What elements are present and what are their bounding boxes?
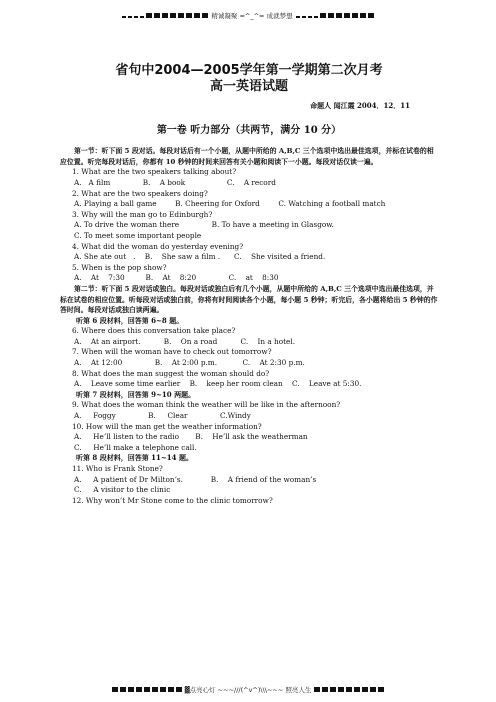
header-banner-text: 精诚凝聚 =^_^= 成就梦想 <box>211 11 293 20</box>
header-banner <box>0 8 496 22</box>
part-title: 第一卷 听力部分（共两节，满分 10 分） <box>156 124 342 136</box>
question-5: 5. When is the pop show? <box>72 262 167 272</box>
question-10-option-c: C. He’ll make a telephone call. <box>74 442 197 452</box>
question-4-options: A. She ate out . B. She saw a film . C. She visited a friend. <box>74 252 326 262</box>
question-3-options-ab: A. To drive the woman there B. To have a meeting in Glasgow. <box>74 220 334 230</box>
question-10: 10. How will the man get the weather information? <box>72 421 262 431</box>
header-right-bars <box>296 13 374 18</box>
question-8-options: A. Leave some time earlier B. keep her room clean C. Leave at 5:30. <box>74 379 362 389</box>
question-3: 3. Why will the man go to Edinburgh? <box>72 209 213 219</box>
question-4: 4. What did the woman do yesterday evening? <box>72 241 244 251</box>
question-11-options-ab: A. A patient of Dr Milton’s. B. A friend of the woman’s <box>74 474 317 484</box>
exam-subtitle: 高一英语试题 <box>209 79 288 94</box>
footer-left-bars <box>112 687 182 692</box>
material-8-heading: 听第 8 段材料，回答第 11~14 题。 <box>76 453 193 463</box>
footer-right-bars <box>314 687 384 692</box>
question-1-options: A. A film B. A book C. A record <box>74 177 276 187</box>
material-6-heading: 听第 6 段材料，回答第 6~8 题。 <box>76 315 184 325</box>
question-7: 7. When will the woman have to check out tomorrow? <box>72 347 272 357</box>
question-6-options: A. At an airport. B. On a road C. In a hotel. <box>74 336 296 346</box>
question-6: 6. Where does this conversation take place? <box>72 326 236 336</box>
material-7-heading: 听第 7 段材料，回答第 9~10 两题。 <box>76 389 196 399</box>
footer-banner <box>0 682 496 696</box>
section2-instructions: 第二节：听下面 5 段对话或独白。每段对话或独白后有几个小题，从题中所给的 A,B,C 三个选项中选出最佳选项，并标在试卷的相应位置。听每段对话或独白前，你将有时间阅读各个小题，每小题 5 秒钟；听完后，各小题将给出 5 秒钟的作答时间。每段对话或独白读两遍。 <box>60 284 438 315</box>
question-8: 8. What does the man suggest the woman should do? <box>72 368 270 378</box>
exam-title: 省句中2004—2005学年第一学期第二次月考 <box>115 63 383 78</box>
question-11: 11. Who is Frank Stone? <box>72 464 163 473</box>
section1-instructions: 第一节：听下面 5 段对话。每段对话后有一个小题，从题中所给的 A,B,C 三个选项中选出最佳选项，并标在试卷的相应位置。听完每段对话后，你都有 10 秒钟的时间来回答有关小题和阅读下一小题。每段对话仅读一遍。 <box>60 147 434 166</box>
question-7-options: A. At 12:00 B. At 2:00 p.m. C. At 2:30 p.m. <box>74 358 305 368</box>
header-left-bars <box>122 13 208 18</box>
question-10-options-ab: A. He’ll listen to the radio B. He’ll ask the weatherman <box>74 432 308 442</box>
author-line: 命题人 闻江霞 2004．12．11 <box>310 101 410 110</box>
footer-banner-text: ▓点亮心灯 ~~~///(^v^)\\\~~~ 照亮人生 <box>184 685 312 694</box>
question-9: 9. What does the woman think the weather will be like in the afternoon? <box>72 400 341 410</box>
question-1: 1. What are the two speakers talking about? <box>72 167 237 177</box>
exam-content <box>60 62 438 506</box>
question-2: 2. What are the two speakers doing? <box>72 188 208 198</box>
question-2-options: A. Playing a ball game B. Cheering for Oxford C. Watching a football match <box>74 199 386 209</box>
question-5-options: A. At 7:30 B. At 8:20 C. at 8:30 <box>74 273 279 283</box>
question-12: 12. Why won’t Mr Stone come to the clinic tomorrow? <box>72 495 273 505</box>
question-9-options: A. Foggy B. Clear C.Windy <box>74 411 251 421</box>
question-3-option-c: C. To meet some important people <box>74 230 202 240</box>
question-11-option-c: C. A visitor to the clinic <box>74 485 171 495</box>
